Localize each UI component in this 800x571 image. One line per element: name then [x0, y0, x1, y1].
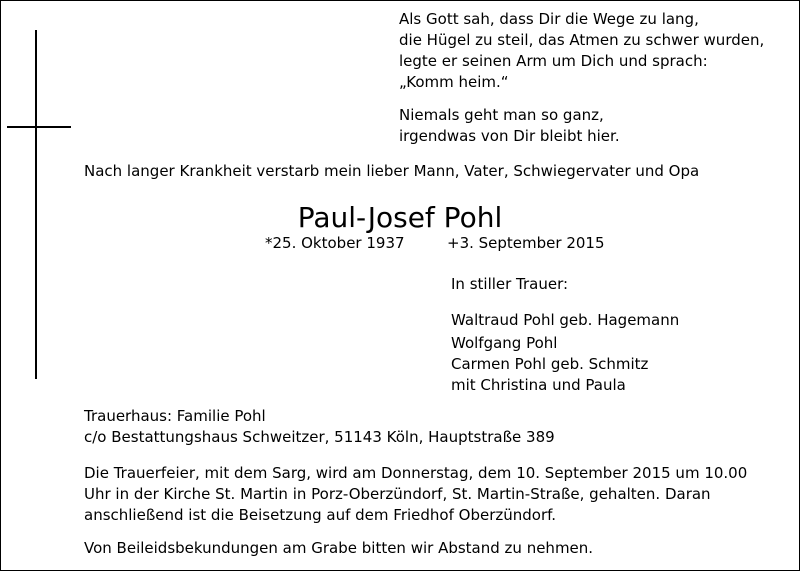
mourners-family	[451, 333, 648, 396]
mourner-name: mit Christina und Paula	[451, 376, 626, 394]
poem-line: Als Gott sah, dass Dir die Wege zu lang,	[399, 10, 699, 28]
poem-line: „Komm heim.“	[399, 73, 509, 91]
mourner-name: Wolfgang Pohl	[451, 334, 558, 352]
mourner-spouse: Waltraud Pohl geb. Hagemann	[451, 311, 680, 329]
poem-stanza-1	[399, 9, 764, 93]
cross-icon-crossbar	[7, 126, 71, 128]
house-line: Trauerhaus: Familie Pohl	[84, 407, 266, 425]
funeral-line: Die Trauerfeier, mit dem Sarg, wird am Donnerstag, dem 10. September 2015 um 10.00	[84, 464, 748, 482]
mourning-house	[84, 406, 555, 448]
poem-line: irgendwas von Dir bleibt hier.	[399, 127, 620, 145]
funeral-line: Uhr in der Kirche St. Martin in Porz-Oberzündorf, St. Martin-Straße, gehalten. Daran	[84, 485, 711, 503]
death-date: +3. September 2015	[447, 234, 605, 252]
deceased-name: Paul-Josef Pohl	[297, 201, 503, 234]
house-line: c/o Bestattungshaus Schweitzer, 51143 Köln, Hauptstraße 389	[84, 428, 555, 446]
funeral-details	[84, 463, 747, 526]
intro-text: Nach langer Krankheit verstarb mein lieber Mann, Vater, Schwiegervater und Opa	[84, 162, 700, 180]
funeral-line: anschließend ist die Beisetzung auf dem Friedhof Oberzündorf.	[84, 506, 557, 524]
mourners-heading: In stiller Trauer:	[451, 275, 569, 293]
poem-line: Niemals geht man so ganz,	[399, 106, 604, 124]
poem-line: die Hügel zu steil, das Atmen zu schwer wurden,	[399, 31, 765, 49]
mourner-name: Carmen Pohl geb. Schmitz	[451, 355, 649, 373]
poem-stanza-2	[399, 105, 620, 147]
condolence-note: Von Beileidsbekundungen am Grabe bitten wir Abstand zu nehmen.	[84, 539, 594, 557]
birth-date: *25. Oktober 1937	[265, 234, 405, 252]
poem-line: legte er seinen Arm um Dich und sprach:	[399, 52, 708, 70]
